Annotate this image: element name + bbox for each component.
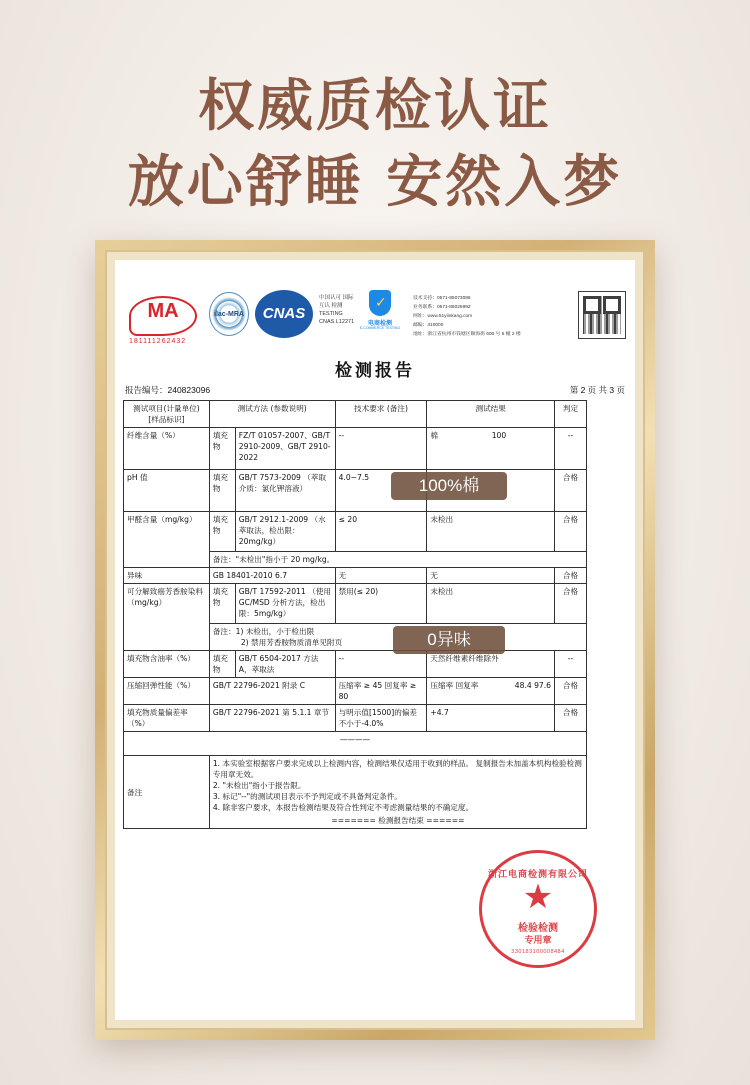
cell-requirement: 与明示值[1500]的偏差不小于-4.0% [335, 705, 427, 732]
seal-line2: 专用章 [524, 935, 552, 945]
cell-result-a: 无 [427, 568, 555, 584]
cell-part: 填充物 [209, 651, 235, 678]
remark-line: 4. 除非客户要求，本报告检测结果及符合性判定不考虑测量结果的不确定度。 [212, 803, 474, 812]
remark-line: 3. 标记"--"的测试项目表示不予判定或不具备判定条件。 [212, 792, 403, 801]
cell-method: GB/T 17592-2011 （使用 GC/MSD 分析方法，检出限：5mg/kg） [235, 584, 335, 624]
cell-item: 填充物含油率（%） [124, 651, 210, 678]
cell-requirement: 4.0~7.5 [335, 470, 427, 512]
header-item: 测试项目(计量单位) [样品标识] [124, 401, 210, 428]
table-row [124, 651, 587, 678]
cell-result-a: 压缩率 回复率 [427, 678, 489, 705]
amine-note-line: 2) 禁用芳香胺物质清单见附页 [240, 638, 343, 647]
cma-logo [129, 296, 197, 336]
check-icon: ✓ [375, 294, 387, 310]
remarks-cell [209, 756, 586, 829]
seal-company-name: 浙江电商检测有限公司 [487, 869, 588, 879]
odor-badge: 0异味 [393, 626, 505, 654]
cell-judgement: 合格 [555, 470, 587, 512]
cell-requirement: 无 [335, 568, 427, 584]
cell-method: GB/T 22796-2021 附录 C [209, 678, 335, 705]
table-row [124, 470, 587, 512]
cnas-accreditation-text: 中国认可 国际互认 检测 TESTING CNAS L12271 [319, 295, 355, 325]
page-number: 第 2 页 共 3 页 [569, 385, 625, 395]
cma-logo-text: MA [147, 300, 179, 322]
remark-line: 1. 本实验室根据客户要求完成以上检测内容，检测结果仅适用于收到的样品。 复制报告未加盖本机构检验检测专用章无效。 [212, 759, 582, 779]
cell-requirement: 禁用(≤ 20) [335, 584, 427, 624]
cell-item: 压缩回弹性能（%） [124, 678, 210, 705]
cell-judgement: 合格 [555, 678, 587, 705]
cell-result-a: 天然纤维素纤维除外 [427, 651, 555, 678]
table-row [124, 428, 587, 470]
cell-judgement: 合格 [555, 705, 587, 732]
report-table [123, 400, 587, 829]
table-row [124, 512, 587, 552]
report-title: 检测报告 [335, 361, 415, 381]
cell-judgement: -- [555, 428, 587, 470]
amine-note-line: 备注：1) 未检出，小于检出限 [212, 627, 315, 636]
headline-line2: 放心舒睡 安然入梦 [127, 150, 623, 215]
test-report-paper [115, 260, 635, 1020]
cell-item: 甲醛含量（mg/kg） [124, 512, 210, 568]
cell-method: GB/T 6504-2017 方法 A，萃取法 [235, 651, 335, 678]
contact-line: 技术支持：0571-85073086 [413, 296, 471, 301]
contact-info [413, 294, 533, 339]
remark-line: 2. "未检出"指小于报告限。 [212, 781, 306, 790]
cell-item: 纤维含量（%） [124, 428, 210, 470]
cell-result-b: 48.4 97.6 [489, 678, 555, 705]
official-seal [479, 850, 597, 968]
cell-part: 填充物 [209, 584, 235, 624]
cell-method: GB 18401-2010 6.7 [209, 568, 335, 584]
cell-result-a: +4.7 [427, 705, 555, 732]
cell-part: 填充物 [209, 470, 235, 512]
remarks-row [124, 756, 587, 829]
cnas-logo: CNAS [255, 290, 313, 338]
header-requirement: 技术要求 (备注) [335, 401, 427, 428]
cell-result-a: 未检出 [427, 512, 489, 552]
spacer-cell: ———— [124, 732, 587, 756]
cell-judgement: 合格 [555, 512, 587, 552]
cell-part: 填充物 [209, 512, 235, 552]
cotton-badge: 100%棉 [391, 472, 507, 500]
cell-judgement: 合格 [555, 584, 587, 624]
table-row [124, 584, 587, 624]
table-header-row [124, 401, 587, 428]
cell-result-a: 棉 [427, 428, 489, 470]
ecom-subtitle: E-COMMERCE TESTING [359, 326, 401, 330]
contact-line: 地址：浙江省杭州市钱塘区顺海街 600 号 5 幢 2 楼 [413, 332, 521, 337]
cell-requirement: ≤ 20 [335, 512, 427, 552]
cell-method: GB/T 2912.1-2009 （水萃取法，检出限：20mg/kg） [235, 512, 335, 552]
cell-judgement: -- [555, 651, 587, 678]
cell-result-a: 未检出 [427, 584, 489, 624]
contact-line: 网址：www.51yiinkang.com [413, 314, 473, 319]
cell-result-b [489, 584, 555, 624]
gold-frame [95, 240, 655, 1040]
cell-requirement: -- [335, 428, 427, 470]
header-method: 测试方法 (参数说明) [209, 401, 335, 428]
report-number: 报告编号：240823096 [125, 385, 211, 395]
cell-judgement: 合格 [555, 568, 587, 584]
seal-line1: 检验检测 [518, 923, 558, 934]
star-icon: ★ [522, 878, 554, 916]
cell-method: GB/T 7573-2009 （萃取介质：氯化钾溶液） [235, 470, 335, 512]
table-row [124, 678, 587, 705]
header-judgement: 判定 [555, 401, 587, 428]
seal-number: 330183100008484 [511, 949, 565, 955]
formaldehyde-note: 备注："未检出"指小于 20 mg/kg。 [209, 552, 586, 568]
qr-code-icon [579, 292, 625, 338]
table-row [124, 568, 587, 584]
ilac-mra-logo: ilac-MRA [209, 292, 249, 336]
cell-method: FZ/T 01057-2007、GB/T 2910-2009、GB/T 2910-2022 [235, 428, 335, 470]
cell-item: pH 值 [124, 470, 210, 512]
cell-requirement: -- [335, 651, 427, 678]
cma-number: 181111262432 [129, 338, 187, 345]
cell-part: 填充物 [209, 428, 235, 470]
cell-result-b [489, 512, 555, 552]
headline-line1: 权威质检认证 [198, 74, 552, 139]
remarks-label: 备注 [124, 756, 210, 829]
report-end-marker: ======= 检测报告结束 ====== [331, 816, 465, 825]
header-result: 测试结果 [427, 401, 555, 428]
contact-line: 业务联系：0571-86026992 [413, 305, 471, 310]
cell-item: 填充物质量偏差率（%） [124, 705, 210, 732]
cell-item: 可分解致癌芳香胺染料（mg/kg） [124, 584, 210, 651]
table-row [124, 705, 587, 732]
cell-item: 异味 [124, 568, 210, 584]
cell-requirement: 压缩率 ≥ 45 回复率 ≥ 80 [335, 678, 427, 705]
table-spacer-row [124, 732, 587, 756]
cell-result-b: 100 [489, 428, 555, 470]
ecommerce-testing-logo [361, 290, 399, 334]
contact-line: 邮编：310000 [413, 323, 444, 328]
cell-method: GB/T 22796-2021 第 5.1.1 章节 [209, 705, 335, 732]
ecom-title: 电商检测 [367, 321, 392, 327]
